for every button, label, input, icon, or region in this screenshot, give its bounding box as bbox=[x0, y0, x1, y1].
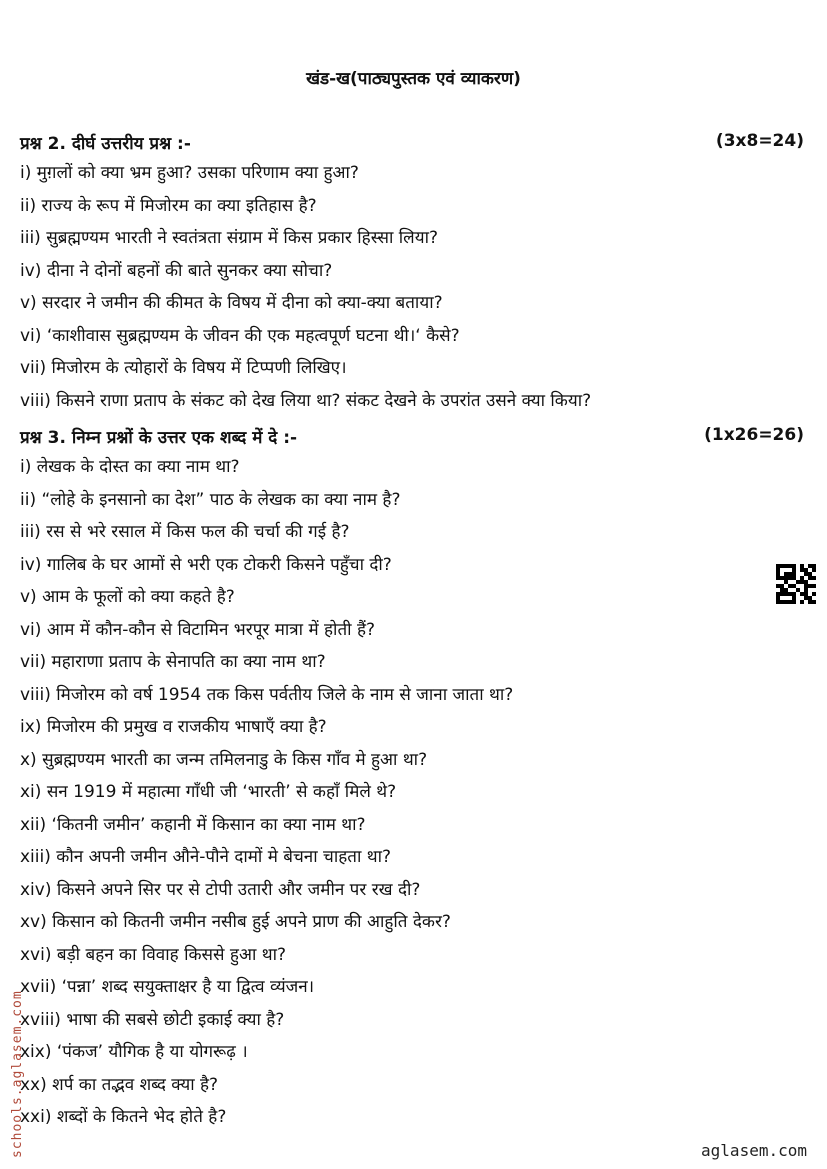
question-item: x) सुब्रह्मण्यम भारती का जन्म तमिलनाडु के किस गाँव मे हुआ था? bbox=[20, 749, 428, 770]
question-item: xvii) ‘पन्ना’ शब्द सयुक्ताक्षर है या द्वित्व व्यंजन। bbox=[20, 977, 315, 997]
question-item: iii) रस से भरे रसाल में किस फल की चर्चा की गई है? bbox=[20, 522, 350, 542]
question-item: xix) ‘पंकज’ यौगिक है या योगरूढ़ । bbox=[20, 1042, 248, 1062]
footer-site: aglasem.com bbox=[701, 1141, 807, 1160]
section-title: खंड-ख(पाठ्यपुस्तक एवं व्याकरण) bbox=[306, 69, 521, 89]
qr-code-icon bbox=[776, 564, 816, 604]
question-item: ii) राज्य के रूप में मिजोरम का क्या इतिहास है? bbox=[20, 195, 317, 216]
question-item: xx) शर्प का तद्भव शब्द क्या है? bbox=[20, 1074, 219, 1095]
question-item: xxi) शब्दों के कितने भेद होते है? bbox=[20, 1107, 227, 1127]
question-item: v) आम के फूलों को क्या कहते है? bbox=[20, 587, 235, 607]
question-item: xvi) बड़ी बहन का विवाह किससे हुआ था? bbox=[20, 944, 287, 965]
question-item: xiii) कौन अपनी जमीन औने-पौने दामों मे बेचना चाहता था? bbox=[20, 847, 392, 867]
question-item: i) मुग़लों को क्या भ्रम हुआ? उसका परिणाम क्या हुआ? bbox=[20, 163, 359, 183]
question-item: xviii) भाषा की सबसे छोटी इकाई क्या है? bbox=[20, 1009, 285, 1030]
question-3-marks: (1x26=26) bbox=[704, 425, 804, 445]
watermark: schools.aglasem.com bbox=[10, 990, 25, 1158]
question-item: vi) ‘काशीवास सुब्रह्मण्यम के जीवन की एक महत्वपूर्ण घटना थी।‘ कैसे? bbox=[20, 325, 460, 346]
question-2-title: प्रश्न 2. दीर्घ उत्तरीय प्रश्न :- bbox=[20, 134, 191, 154]
question-item: ix) मिजोरम की प्रमुख व राजकीय भाषाएँ क्या है? bbox=[20, 717, 327, 737]
question-item: i) लेखक के दोस्त का क्या नाम था? bbox=[20, 457, 240, 477]
question-item: xii) ‘कितनी जमीन’ कहानी में किसान का क्या नाम था? bbox=[20, 814, 366, 835]
question-item: iii) सुब्रह्मण्यम भारती ने स्वतंत्रता संग्राम में किस प्रकार हिस्सा लिया? bbox=[20, 228, 438, 248]
question-3-heading bbox=[20, 425, 804, 448]
question-2-list bbox=[20, 163, 591, 423]
question-item: iv) गालिब के घर आमों से भरी एक टोकरी किसने पहुँचा दी? bbox=[20, 554, 392, 575]
question-item: vii) महाराणा प्रताप के सेनापति का क्या नाम था? bbox=[20, 652, 326, 672]
question-item: xv) किसान को कितनी जमीन नसीब हुई अपने प्राण की आहुति देकर? bbox=[20, 912, 451, 932]
question-item: viii) मिजोरम को वर्ष 1954 तक किस पर्वतीय जिले के नाम से जाना जाता था? bbox=[20, 684, 514, 705]
question-item: xiv) किसने अपने सिर पर से टोपी उतारी और जमीन पर रख दी? bbox=[20, 879, 421, 900]
question-2-heading bbox=[20, 131, 804, 154]
question-item: ii) “लोहे के इनसानो का देश” पाठ के लेखक का क्या नाम है? bbox=[20, 489, 401, 510]
question-item: iv) दीना ने दोनों बहनों की बाते सुनकर क्या सोचा? bbox=[20, 260, 333, 281]
question-3-list bbox=[20, 457, 513, 1140]
question-item: vii) मिजोरम के त्योहारों के विषय में टिप्पणी लिखिए। bbox=[20, 358, 347, 378]
question-2-marks: (3x8=24) bbox=[715, 131, 804, 151]
question-item: v) सरदार ने जमीन की कीमत के विषय में दीना को क्या-क्या बताया? bbox=[20, 293, 443, 313]
question-item: viii) किसने राणा प्रताप के संकट को देख लिया था? संकट देखने के उपरांत उसने क्या किया? bbox=[20, 390, 592, 411]
question-3-title: प्रश्न 3. निम्न प्रश्नों के उत्तर एक शब्द में दे :- bbox=[20, 428, 298, 448]
question-item: xi) सन 1919 में महात्मा गाँधी जी ‘भारती’ से कहाँ मिले थे? bbox=[20, 782, 397, 802]
question-item: vi) आम में कौन-कौन से विटामिन भरपूर मात्रा में होती हैं? bbox=[20, 619, 376, 640]
